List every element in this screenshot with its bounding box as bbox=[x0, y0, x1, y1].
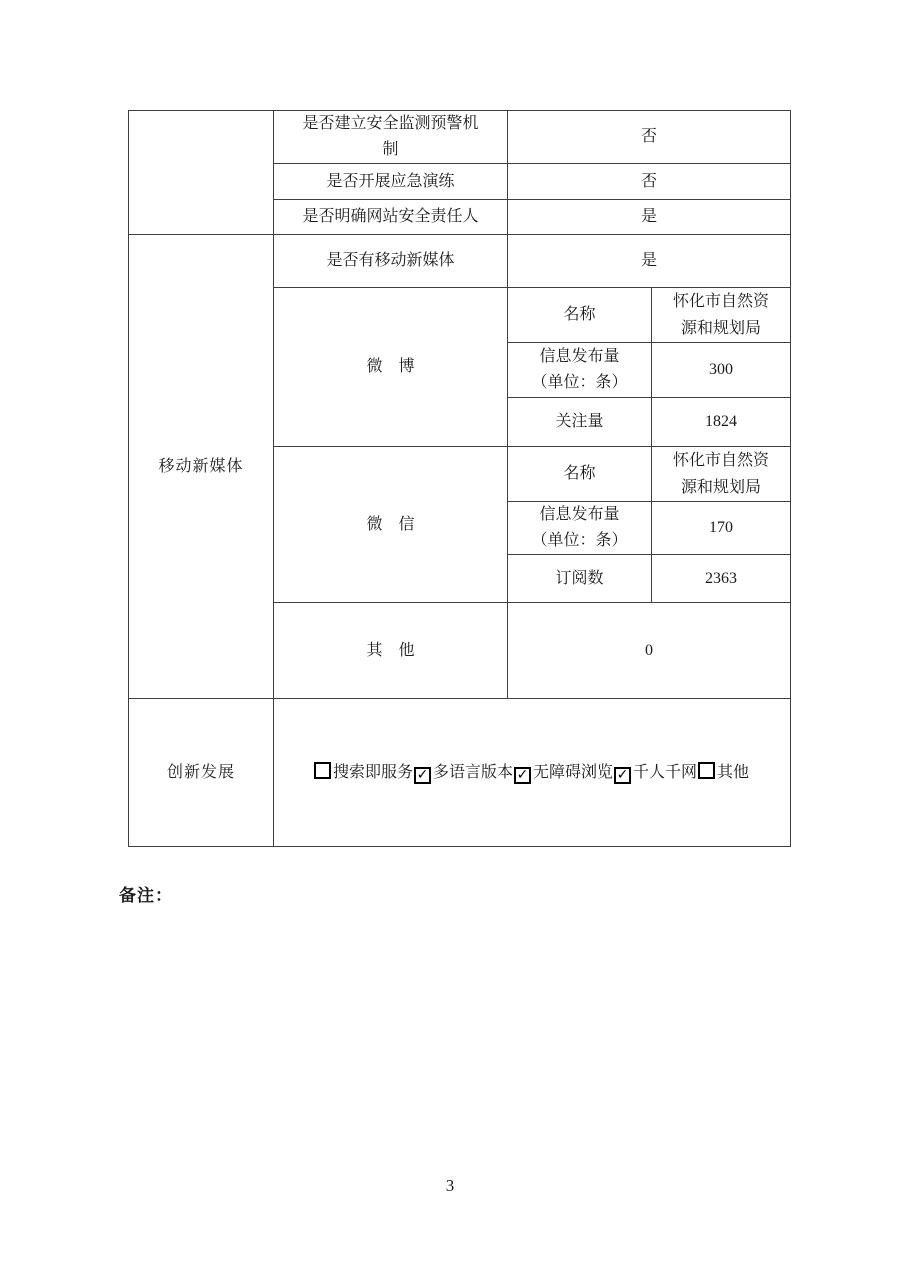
innovation-option-label: 无障碍浏览 bbox=[532, 763, 613, 781]
category-mobile-media: 移动新媒体 bbox=[129, 235, 274, 699]
innovation-option-label: 多语言版本 bbox=[432, 763, 513, 781]
page-number: 3 bbox=[445, 1176, 455, 1195]
weibo-followers-value: 1824 bbox=[652, 398, 791, 447]
innovation-option-label: 千人千网 bbox=[633, 763, 698, 781]
wechat-subscribers-label: 订阅数 bbox=[508, 555, 652, 603]
wechat-subscribers-value: 2363 bbox=[652, 555, 791, 603]
security-monitor-label: 是否建立安全监测预警机制 bbox=[302, 115, 479, 158]
other-media-value: 0 bbox=[508, 603, 791, 699]
has-mobile-label: 是否有移动新媒体 bbox=[274, 235, 508, 288]
checkbox-unchecked-icon bbox=[314, 762, 331, 779]
security-officer-label: 是否明确网站安全责任人 bbox=[274, 200, 508, 235]
weibo-publish-label: 信息发布量 （单位：条） bbox=[508, 343, 652, 398]
checkbox-checked-icon: ✓ bbox=[614, 767, 631, 784]
wechat-name-value bbox=[652, 447, 791, 502]
checkbox-unchecked-icon bbox=[698, 762, 715, 779]
innovation-option-label: 搜索即服务 bbox=[332, 763, 413, 781]
innovation-options-cell bbox=[274, 699, 791, 847]
weibo-name-text: 怀化市自然资源和规划局 bbox=[672, 293, 769, 337]
category-innovation: 创新发展 bbox=[129, 699, 274, 847]
wechat-label: 微 信 bbox=[274, 447, 508, 603]
wechat-name-label: 名称 bbox=[508, 447, 652, 502]
annual-report-table bbox=[128, 110, 791, 847]
wechat-name-text: 怀化市自然资源和规划局 bbox=[672, 452, 769, 496]
security-row-label bbox=[274, 111, 508, 164]
checkbox-checked-icon: ✓ bbox=[414, 767, 431, 784]
security-officer-value: 是 bbox=[508, 200, 791, 235]
security-monitor-value: 否 bbox=[508, 111, 791, 164]
wechat-publish-value: 170 bbox=[652, 502, 791, 555]
innovation-option-label: 其他 bbox=[717, 763, 750, 781]
weibo-name-value bbox=[652, 288, 791, 343]
category-cell-empty bbox=[129, 111, 274, 235]
checkbox-checked-icon: ✓ bbox=[514, 767, 531, 784]
weibo-publish-value: 300 bbox=[652, 343, 791, 398]
emergency-drill-value: 否 bbox=[508, 164, 791, 200]
notes-label: 备注： bbox=[119, 886, 173, 905]
has-mobile-value: 是 bbox=[508, 235, 791, 288]
weibo-label: 微 博 bbox=[274, 288, 508, 447]
weibo-followers-label: 关注量 bbox=[508, 398, 652, 447]
wechat-publish-label: 信息发布量 （单位：条） bbox=[508, 502, 652, 555]
weibo-name-label: 名称 bbox=[508, 288, 652, 343]
other-media-label: 其 他 bbox=[274, 603, 508, 699]
emergency-drill-label: 是否开展应急演练 bbox=[274, 164, 508, 200]
innovation-options bbox=[314, 764, 750, 781]
